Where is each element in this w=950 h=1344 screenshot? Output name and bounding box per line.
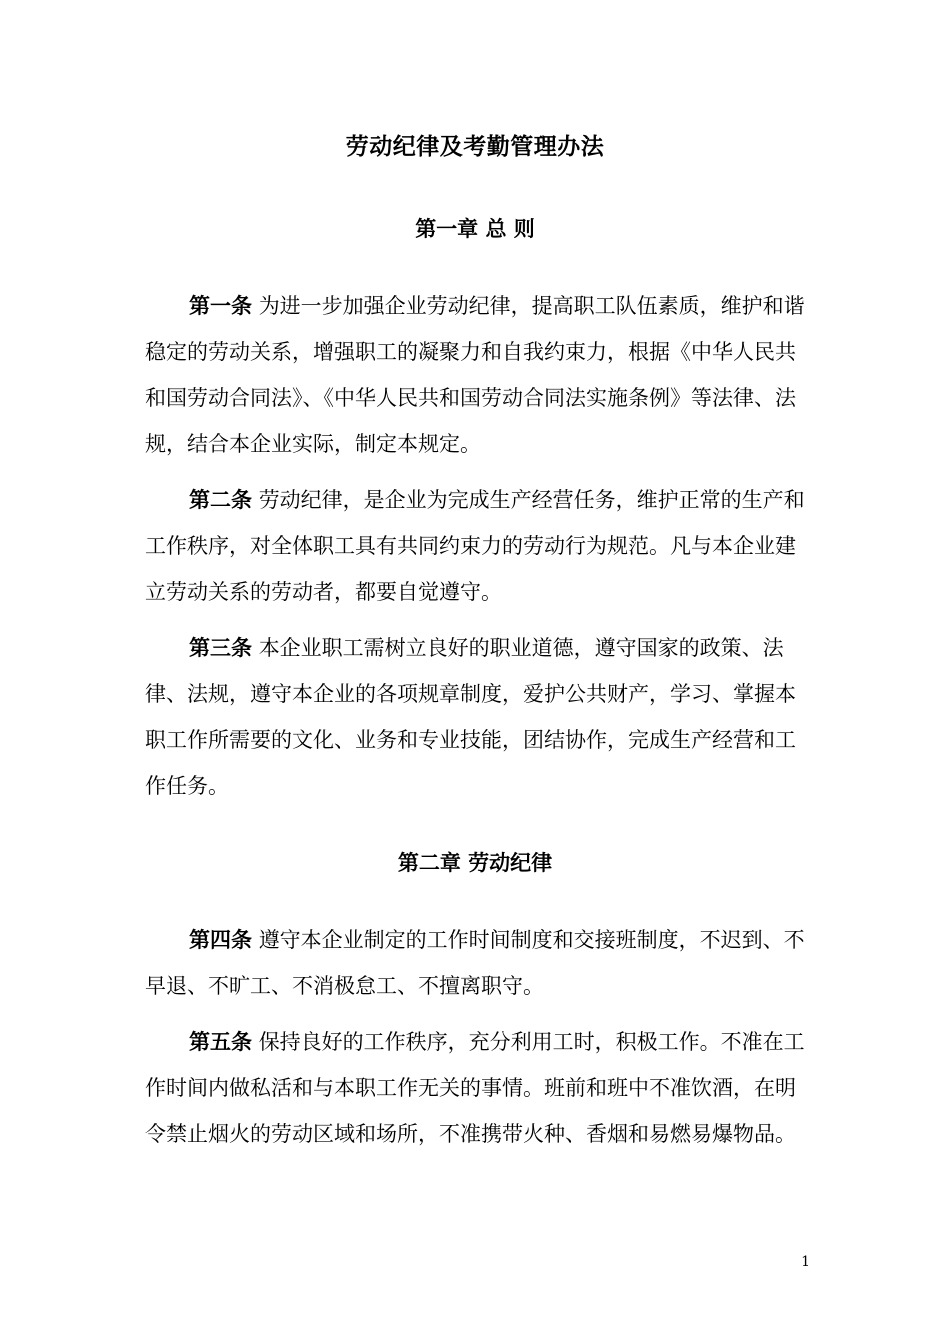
document-title: 劳动纪律及考勤管理办法 <box>345 134 605 160</box>
article-5 <box>145 1019 810 1157</box>
article-text: 保持良好的工作秩序，充分利用工时，积极工作。不准在工作时间内做私活和与本职工作无关的事情。班前和班中不准饮酒，在明令禁止烟火的劳动区域和场所，不准携带火种、香烟和易燃易爆物品。 <box>145 1030 805 1146</box>
article-1 <box>145 283 810 467</box>
article-label: 第一条 <box>189 294 252 318</box>
article-label: 第二条 <box>189 488 252 512</box>
article-4 <box>145 917 810 1009</box>
article-text: 劳动纪律，是企业为完成生产经营任务，维护正常的生产和工作秩序，对全体职工具有共同约束力的劳动行为规范。凡与本企业建立劳动关系的劳动者，都要自觉遵守。 <box>145 488 805 604</box>
chapter-heading-1: 第一章 总 则 <box>415 217 535 241</box>
article-2 <box>145 477 810 615</box>
chapter-heading-2: 第二章 劳动纪律 <box>397 851 553 875</box>
article-text: 为进一步加强企业劳动纪律，提高职工队伍素质，维护和谐稳定的劳动关系，增强职工的凝聚力和自我约束力，根据《中华人民共和国劳动合同法》、《中华人民共和国劳动合同法实施条例》等法律、法规，结合本企业实际，制定本规定。 <box>145 294 805 456</box>
article-label: 第三条 <box>189 636 252 660</box>
page-number: 1 <box>801 1254 810 1270</box>
article-label: 第五条 <box>189 1030 252 1054</box>
article-3 <box>145 625 810 809</box>
article-text: 遵守本企业制定的工作时间制度和交接班制度，不迟到、不早退、不旷工、不消极怠工、不擅离职守。 <box>145 928 805 998</box>
article-label: 第四条 <box>189 928 252 952</box>
article-text: 本企业职工需树立良好的职业道德，遵守国家的政策、法律、法规，遵守本企业的各项规章制度，爱护公共财产，学习、掌握本职工作所需要的文化、业务和专业技能，团结协作，完成生产经营和工作任务。 <box>145 636 796 798</box>
